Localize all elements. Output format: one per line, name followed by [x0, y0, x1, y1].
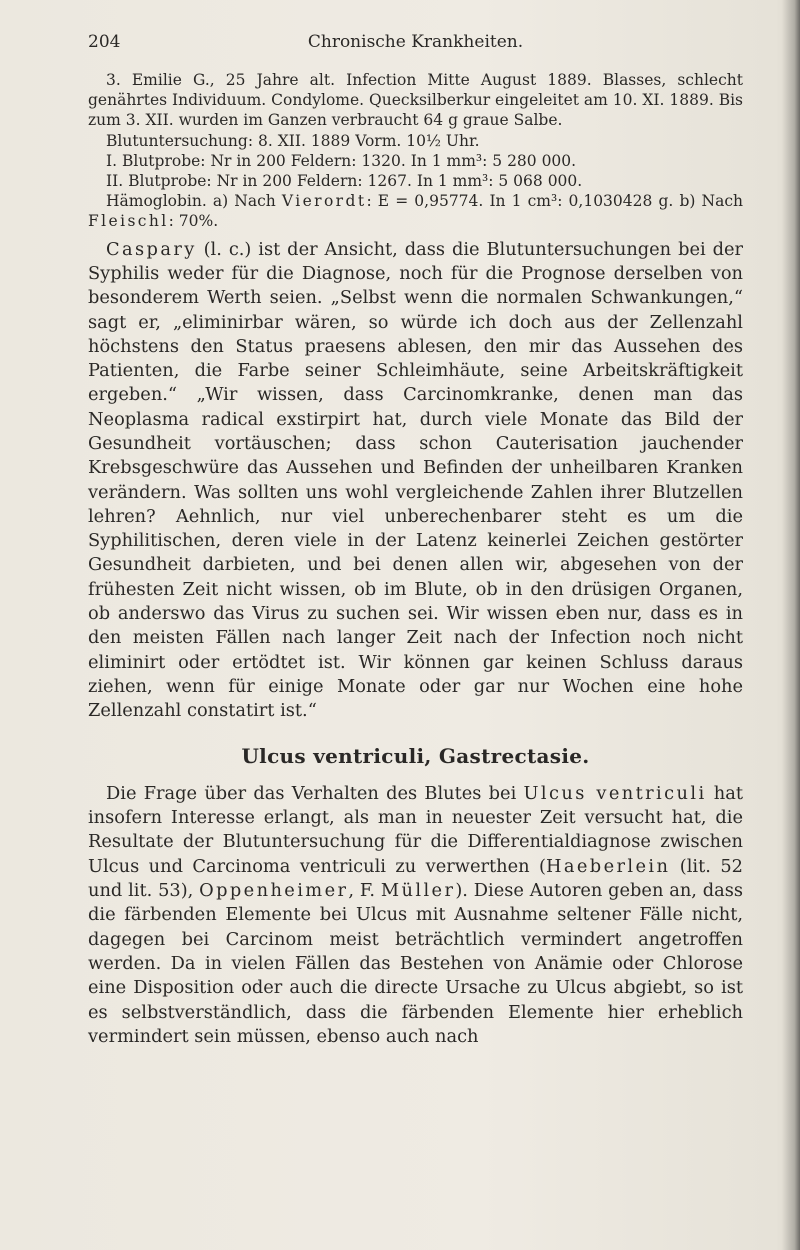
- author-mueller: Müller: [380, 880, 456, 902]
- page-number: 204: [88, 32, 121, 52]
- paragraph-caspary: [88, 238, 743, 724]
- author-haeberlein: Haeberlein: [545, 855, 671, 877]
- haemo-text-b: : E = 0,95774. In 1 cm³: 0,1030428 g. b) Nach: [366, 192, 743, 211]
- case-report: [88, 70, 743, 232]
- main-text: [88, 238, 743, 1050]
- running-head: [88, 32, 743, 54]
- author-vierordt: Vierordt: [281, 192, 367, 211]
- running-title: Chronische Krankheiten.: [307, 32, 524, 52]
- author-caspary: Caspary: [106, 238, 197, 260]
- paragraph-ulcus-text-3: (lit. 52 und lit. 53),: [88, 855, 743, 902]
- case-blood-sample-1: I. Blutprobe: Nr in 200 Feldern: 1320. In 1 mm³: 5 280 000.: [106, 151, 577, 170]
- paragraph-ulcus-text-1: Die Frage über das Verhalten des Blutes bei: [106, 782, 524, 804]
- paragraph-ulcus-text-5: ). Diese Autoren geben an, dass die färbenden Elemente bei Ulcus mit Ausnahme seltener Fälle nicht, dagegen bei Carcinom meist beträchtlich vermindert angetroffen werden. Da in vielen Fällen das Bestehen von Anämie oder Chlorose eine Disposition oder auch die directe Ursache zu Ulcus abgiebt, so ist es selbstverständlich, dass die färbenden Elemente hier erheblich vermindert sein müssen, ebenso auch nach: [88, 880, 743, 1047]
- page-body: [88, 70, 743, 1049]
- case-blood-sample-2: II. Blutprobe: Nr in 200 Feldern: 1267. In 1 mm³: 5 068 000.: [106, 172, 583, 191]
- paragraph-ulcus: [88, 782, 743, 1049]
- haemo-text-c: : 70%.: [168, 212, 219, 231]
- paragraph-caspary-text: (l. c.) ist der Ansicht, dass die Blutuntersuchungen bei der Syphilis weder für die Diagnose, noch für die Prognose derselben von besonderem Werth seien. „Selbst wenn die normalen Schwankungen,“ sagt er, „eliminirbar wären, so würde ich doch aus der Zellenzahl höchstens den Status praesens ablesen, den mir das Aussehen des Patienten, die Farbe seiner Schleimhäute, seine Arbeitskräftigkeit ergeben.“ „Wir wissen, dass Carcinomkranke, denen man das Neoplasma radical exstirpirt hat, durch viele Monate das Bild der Gesundheit vortäuschen; dass schon Cauterisation jauchender Krebsgeschwüre das Aussehen und Befinden der unheilbaren Kranken verändern. Was sollten uns wohl vergleichende Zahlen ihrer Blutzellen lehren? Aehnlich, nur viel unberechenbarer steht es um die Syphilitischen, deren viele in der Latenz keinerlei Zeichen gestörter Gesundheit darbieten, und bei denen allen wir, abgesehen von der frühesten Zeit nicht wissen, ob im Blute, ob in den drüsigen Organen, ob anderswo das Virus zu suchen sei. Wir wissen eben nur, dass es in den meisten Fällen nach langer Zeit nach der Infection noch nicht eliminirt oder ertödtet ist. Wir können gar keinen Schluss daraus ziehen, wenn für einige Monate oder gar nur Wochen eine hohe Zellenzahl constatirt ist.“: [88, 238, 743, 722]
- haemo-text-a: Hämoglobin. a) Nach: [106, 192, 276, 211]
- case-haemoglobin: [88, 191, 743, 231]
- term-ulcus-ventriculi: Ulcus ventriculi: [523, 782, 707, 804]
- case-examination-date: Blutuntersuchung: 8. XII. 1889 Vorm. 10½ Uhr.: [106, 131, 480, 150]
- section-heading: Ulcus ventriculi, Gastrectasie.: [241, 743, 590, 768]
- author-oppenheimer: Oppenheimer: [199, 880, 349, 902]
- author-fleischl: Fleischl: [88, 212, 169, 231]
- case-intro: 3. Emilie G., 25 Jahre alt. Infection Mitte August 1889. Blasses, schlecht genährtes Individuum. Condylome. Quecksilberkur eingeleitet am 10. XI. 1889. Bis zum 3. XII. wurden im Ganzen verbraucht 64 g graue Salbe.: [88, 71, 743, 130]
- paragraph-ulcus-text-4: , F.: [348, 880, 381, 902]
- page-edge-shadow: [782, 0, 800, 1250]
- paragraph-ulcus-text-2: hat insofern Interesse erlangt, als man in neuester Zeit versucht hat, die Resultate der Blutuntersuchung für die Differentialdiagnose zwischen Ulcus und Carcinoma ventriculi zu verwerthen (: [88, 782, 743, 877]
